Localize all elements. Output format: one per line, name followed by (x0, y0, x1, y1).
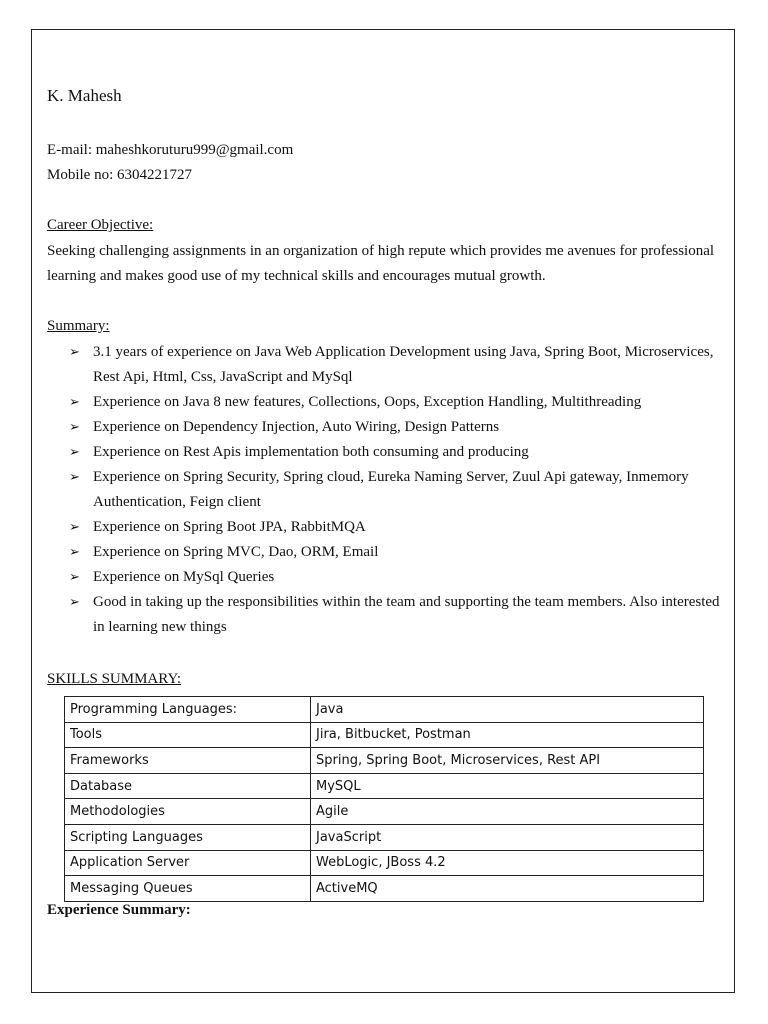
skill-value-cell: Java (311, 697, 704, 723)
table-row (65, 773, 704, 799)
arrow-bullet-icon: ➢ (69, 445, 80, 460)
summary-item: ➢ Experience on Spring Boot JPA, RabbitMQA (47, 515, 727, 540)
arrow-bullet-icon: ➢ (69, 595, 80, 610)
skill-category-cell: Frameworks (65, 748, 311, 774)
skill-value-cell: MySQL (311, 773, 704, 799)
skills-table (64, 696, 704, 902)
arrow-bullet-icon: ➢ (69, 545, 80, 560)
arrow-bullet-icon: ➢ (69, 570, 80, 585)
skill-value-cell: WebLogic, JBoss 4.2 (311, 850, 704, 876)
skill-value-cell: Spring, Spring Boot, Microservices, Rest API (311, 748, 704, 774)
table-row (65, 722, 704, 748)
skill-category-cell: Application Server (65, 850, 311, 876)
summary-item: ➢ Experience on Dependency Injection, Auto Wiring, Design Patterns (47, 415, 727, 440)
skills-summary-heading: SKILLS SUMMARY: (47, 671, 182, 687)
career-objective-heading: Career Objective: (47, 217, 154, 233)
summary-list (47, 340, 727, 640)
email-line: E-mail: maheshkoruturu999@gmail.com (47, 142, 294, 158)
table-row (65, 824, 704, 850)
summary-item: ➢ Experience on Spring Security, Spring cloud, Eureka Naming Server, Zuul Api gateway, Inmemory Authentication, Feign client (47, 465, 727, 515)
summary-item: ➢ Experience on Rest Apis implementation both consuming and producing (47, 440, 727, 465)
arrow-bullet-icon: ➢ (69, 345, 80, 360)
arrow-bullet-icon: ➢ (69, 470, 80, 485)
career-objective-text: Seeking challenging assignments in an organization of high repute which provides me avenues for professional learning and makes good use of my technical skills and encourages mutual growth. (47, 243, 715, 284)
candidate-name: K. Mahesh (47, 86, 122, 105)
table-row (65, 850, 704, 876)
arrow-bullet-icon: ➢ (69, 520, 80, 535)
skill-category-cell: Scripting Languages (65, 824, 311, 850)
table-row (65, 748, 704, 774)
arrow-bullet-icon: ➢ (69, 420, 80, 435)
skill-value-cell: Agile (311, 799, 704, 825)
skill-value-cell: ActiveMQ (311, 876, 704, 902)
summary-item: ➢ Good in taking up the responsibilities within the team and supporting the team members. Also interested in learning new things (47, 590, 727, 640)
summary-item: ➢ 3.1 years of experience on Java Web Application Development using Java, Spring Boot, Microservices, Rest Api, Html, Css, JavaScript and MySql (47, 340, 727, 390)
summary-item: ➢ Experience on Java 8 new features, Collections, Oops, Exception Handling, Multithreading (47, 390, 727, 415)
arrow-bullet-icon: ➢ (69, 395, 80, 410)
experience-summary-heading: Experience Summary: (47, 902, 191, 918)
skill-category-cell: Programming Languages: (65, 697, 311, 723)
summary-item: ➢ Experience on MySql Queries (47, 565, 727, 590)
skill-value-cell: JavaScript (311, 824, 704, 850)
summary-item: ➢ Experience on Spring MVC, Dao, ORM, Email (47, 540, 727, 565)
summary-heading: Summary: (47, 318, 110, 334)
skill-category-cell: Database (65, 773, 311, 799)
mobile-line: Mobile no: 6304221727 (47, 167, 192, 183)
table-row (65, 697, 704, 723)
skill-category-cell: Methodologies (65, 799, 311, 825)
skill-category-cell: Tools (65, 722, 311, 748)
skill-category-cell: Messaging Queues (65, 876, 311, 902)
table-row (65, 799, 704, 825)
skill-value-cell: Jira, Bitbucket, Postman (311, 722, 704, 748)
